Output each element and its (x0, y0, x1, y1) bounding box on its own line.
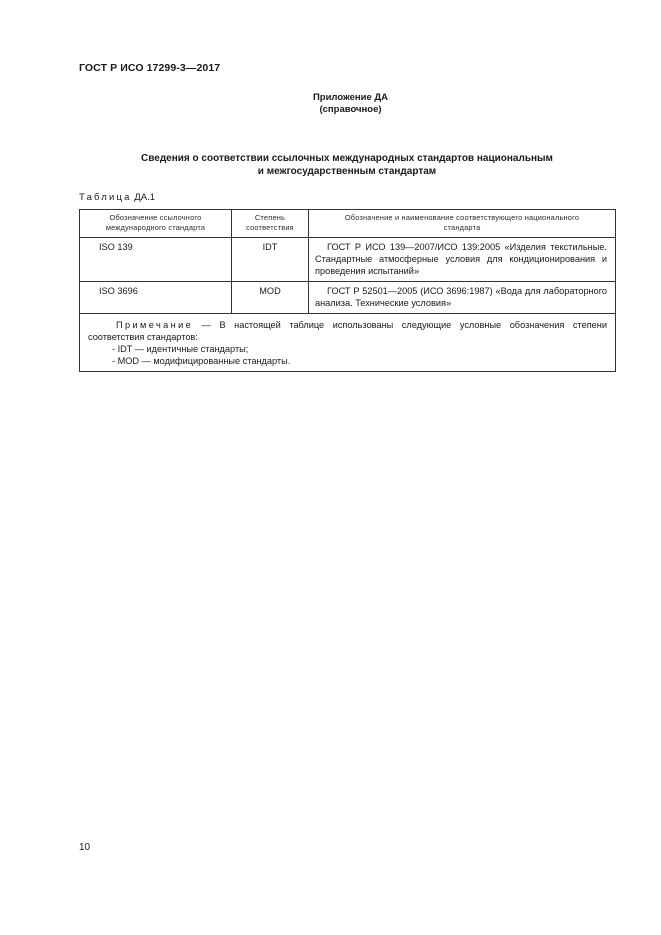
table-header-row (80, 210, 616, 238)
annex-heading (0, 92, 661, 116)
cell-degree: IDT (232, 238, 309, 282)
note-text (88, 319, 607, 343)
note-item-idt: - IDT — идентичные стандарты; (112, 344, 249, 354)
table-row (80, 282, 616, 314)
section-title-line-2: и межгосударственным стандартам (257, 166, 437, 177)
header-national-standard: Обозначение и наименование соответствующего национального стандарта (309, 210, 616, 238)
table-caption (79, 192, 155, 203)
cell-international-standard: ISO 3696 (80, 282, 232, 314)
table-caption-label: Таблица (79, 192, 132, 203)
cell-degree: MOD (232, 282, 309, 314)
document-code: ГОСТ Р ИСО 17299-3—2017 (79, 62, 221, 74)
correspondence-table (79, 209, 616, 372)
note-body: — В настоящей таблице использованы следующие условные обозначения степени соответствия стандартов: (88, 320, 607, 342)
table-row (80, 238, 616, 282)
note-item-mod: - MOD — модифицированные стандарты. (112, 356, 291, 366)
cell-national-standard: ГОСТ Р ИСО 139—2007/ИСО 139:2005 «Изделия текстильные. Стандартные атмосферные условия для кондиционирования и проведения испытаний» (309, 238, 616, 282)
table-caption-number: ДА.1 (134, 192, 155, 203)
section-title-line-1: Сведения о соответствии ссылочных международных стандартов национальным (141, 153, 553, 164)
section-title (80, 152, 614, 178)
table-note (80, 314, 616, 372)
cell-national-standard: ГОСТ Р 52501—2005 (ИСО 3696:1987) «Вода для лабораторного анализа. Технические условия» (309, 282, 616, 314)
cell-international-standard: ISO 139 (80, 238, 232, 282)
annex-subtitle: (справочное) (319, 104, 382, 115)
page-number: 10 (79, 842, 91, 853)
header-degree-of-correspondence: Степень соответствия (232, 210, 309, 238)
note-label: Примечание (116, 320, 194, 330)
header-international-standard: Обозначение ссылочного международного стандарта (80, 210, 232, 238)
annex-title: Приложение ДА (312, 92, 389, 103)
table-note-row (80, 314, 616, 372)
